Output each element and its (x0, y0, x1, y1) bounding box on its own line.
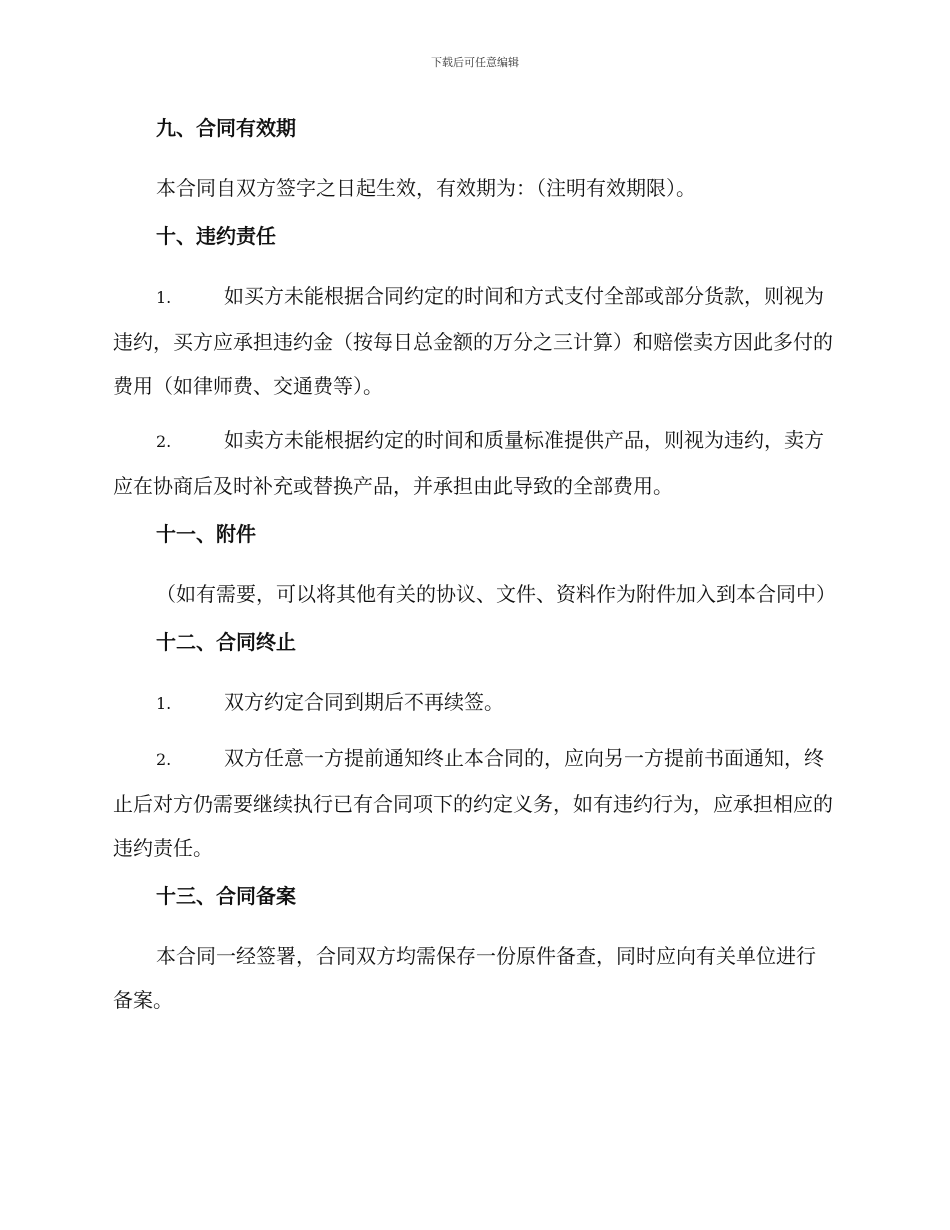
item-text: 如卖方未能根据约定的时间和质量标准提供产品，则视为违约，卖方应在协商后及时补充或替换产品，并承担由此导致的全部费用。 (113, 428, 824, 498)
item-number: 2. (156, 750, 172, 769)
section-heading-filing: 十三、合同备案 (156, 884, 296, 908)
item-number: 2. (156, 432, 172, 451)
attachments-paragraph: （如有需要，可以将其他有关的协议、文件、资料作为附件加入到本合同中） (156, 582, 836, 606)
item-number: 1. (156, 694, 172, 713)
section-heading-attachments: 十一、附件 (156, 522, 256, 546)
filing-paragraph: 本合同一经签署，合同双方均需保存一份原件备查，同时应向有关单位进行备案。 (113, 944, 816, 1012)
termination-item-2 (113, 736, 835, 870)
item-text: 如买方未能根据合同约定的时间和方式支付全部或部分货款，则视为违约，买方应承担违约金（按每日总金额的万分之三计算）和赔偿卖方因此多付的费用（如律师费、交通费等）。 (113, 284, 833, 398)
termination-item-1 (113, 680, 835, 726)
document-body (113, 112, 835, 1032)
validity-paragraph: 本合同自双方签字之日起生效，有效期为：（注明有效期限）。 (156, 176, 696, 200)
section-heading-termination: 十二、合同终止 (156, 630, 296, 654)
breach-item-1 (113, 274, 835, 408)
section-heading-validity: 九、合同有效期 (156, 116, 296, 140)
section-heading-breach: 十、违约责任 (156, 224, 276, 248)
item-number: 1. (156, 288, 172, 307)
breach-item-2 (113, 418, 835, 508)
page-header: 下载后可任意编辑 (431, 56, 519, 69)
item-text: 双方约定合同到期后不再续签。 (224, 690, 504, 714)
item-text: 双方任意一方提前通知终止本合同的，应向另一方提前书面通知，终止后对方仍需要继续执行已有合同项下的约定义务，如有违约行为，应承担相应的违约责任。 (113, 746, 833, 860)
